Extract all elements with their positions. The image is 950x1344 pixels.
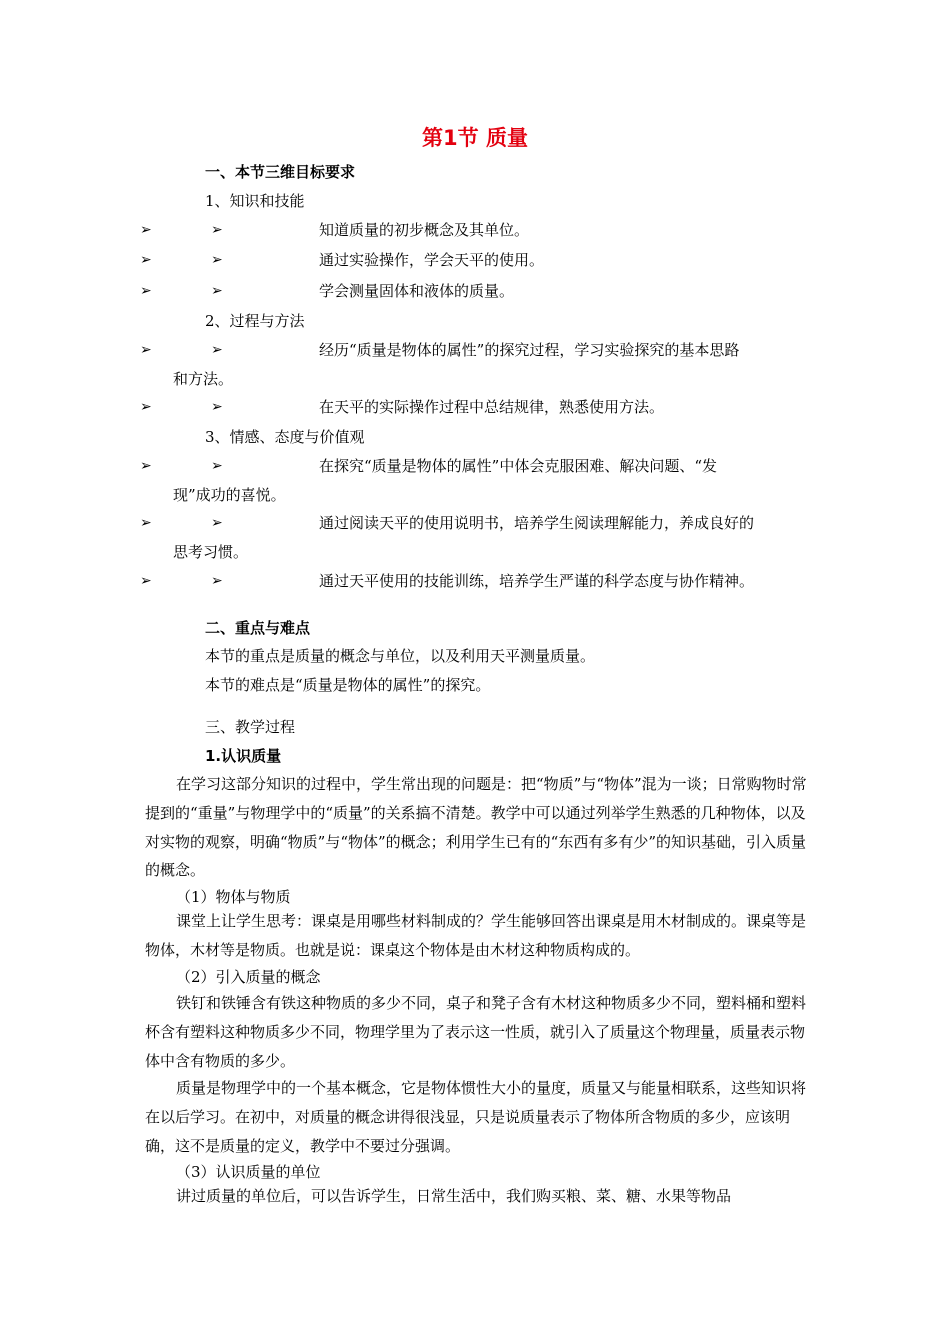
list-item-continuation: 和方法。 xyxy=(173,370,234,388)
subheading-mass-units: （3）认识质量的单位 xyxy=(176,1163,321,1181)
list-item: 知道质量的初步概念及其单位。 xyxy=(319,221,530,239)
list-item-continuation: 现”成功的喜悦。 xyxy=(173,486,286,504)
bullet-arrow-icon: ➢ xyxy=(140,342,152,358)
bullet-arrow-icon: ➢ xyxy=(211,342,223,358)
list-item: 经历“质量是物体的属性”的探究过程，学习实验探究的基本思路 xyxy=(319,341,740,359)
key-point-text: 本节的重点是质量的概念与单位，以及利用天平测量质量。 xyxy=(205,647,596,665)
section-heading-teaching-process: 三、教学过程 xyxy=(205,718,296,736)
bullet-arrow-icon: ➢ xyxy=(211,399,223,415)
section-heading-key-points: 二、重点与难点 xyxy=(205,619,311,637)
bullet-arrow-icon: ➢ xyxy=(140,458,152,474)
subheading-process-method: 2、过程与方法 xyxy=(205,312,305,330)
list-item: 通过阅读天平的使用说明书，培养学生阅读理解能力，养成良好的 xyxy=(319,514,755,532)
subheading-introduce-mass: （2）引入质量的概念 xyxy=(176,968,321,986)
bullet-arrow-icon: ➢ xyxy=(211,573,223,589)
difficulty-text: 本节的难点是“质量是物体的属性”的探究。 xyxy=(205,676,491,694)
bullet-arrow-icon: ➢ xyxy=(211,283,223,299)
bullet-arrow-icon: ➢ xyxy=(140,252,152,268)
subheading-object-substance: （1）物体与物质 xyxy=(176,888,291,906)
bullet-arrow-icon: ➢ xyxy=(140,283,152,299)
paragraph-mass-concept: 质量是物理学中的一个基本概念，它是物体惯性大小的量度，质量又与能量相联系，这些知识将在以后学习。在初中，对质量的概念讲得很浅显，只是说质量表示了物体所含物质的多少，应该明确，这不是质量的定义，教学中不要过分强调。 xyxy=(145,1079,807,1155)
bullet-arrow-icon: ➢ xyxy=(211,458,223,474)
subheading-knowledge-skills: 1、知识和技能 xyxy=(205,192,305,210)
bullet-arrow-icon: ➢ xyxy=(140,222,152,238)
list-item: 在天平的实际操作过程中总结规律，熟悉使用方法。 xyxy=(319,398,665,416)
page-title: 第1节 质量 xyxy=(422,126,528,150)
paragraph-mass-units: 讲过质量的单位后，可以告诉学生，日常生活中，我们购买粮、菜、糖、水果等物品 xyxy=(176,1187,732,1205)
paragraph-intro: 在学习这部分知识的过程中，学生常出现的问题是：把“物质”与“物体”混为一谈；日常购物时常提到的“重量”与物理学中的“质量”的关系搞不清楚。教学中可以通过列举学生熟悉的几种物体，以及对实物的观察，明确“物质”与“物体”的概念；利用学生已有的“东西有多有少”的知识基础，引入质量的概念。 xyxy=(145,775,807,880)
bullet-arrow-icon: ➢ xyxy=(211,252,223,268)
paragraph-introduce-mass: 铁钉和铁锤含有铁这种物质的多少不同，桌子和凳子含有木材这种物质多少不同，塑料桶和塑料杯含有塑料这种物质多少不同，物理学里为了表示这一性质，就引入了质量这个物理量，质量表示物体中含有物质的多少。 xyxy=(145,994,807,1070)
bullet-arrow-icon: ➢ xyxy=(140,573,152,589)
bullet-arrow-icon: ➢ xyxy=(211,515,223,531)
paragraph-object-substance: 课堂上让学生思考：课桌是用哪些材料制成的？学生能够回答出课桌是用木材制成的。课桌等是物体，木材等是物质。也就是说：课桌这个物体是由木材这种物质构成的。 xyxy=(145,912,807,959)
bullet-arrow-icon: ➢ xyxy=(140,399,152,415)
list-item: 通过实验操作，学会天平的使用。 xyxy=(319,251,545,269)
list-item: 学会测量固体和液体的质量。 xyxy=(319,282,515,300)
subheading-understand-mass: 1.认识质量 xyxy=(205,747,282,765)
list-item: 在探究“质量是物体的属性”中体会克服困难、解决问题、“发 xyxy=(319,457,718,475)
subheading-attitude-values: 3、情感、态度与价值观 xyxy=(205,428,365,446)
bullet-arrow-icon: ➢ xyxy=(140,515,152,531)
bullet-arrow-icon: ➢ xyxy=(211,222,223,238)
section-heading-objectives: 一、本节三维目标要求 xyxy=(205,163,356,181)
list-item-continuation: 思考习惯。 xyxy=(173,543,249,561)
list-item: 通过天平使用的技能训练，培养学生严谨的科学态度与协作精神。 xyxy=(319,572,755,590)
